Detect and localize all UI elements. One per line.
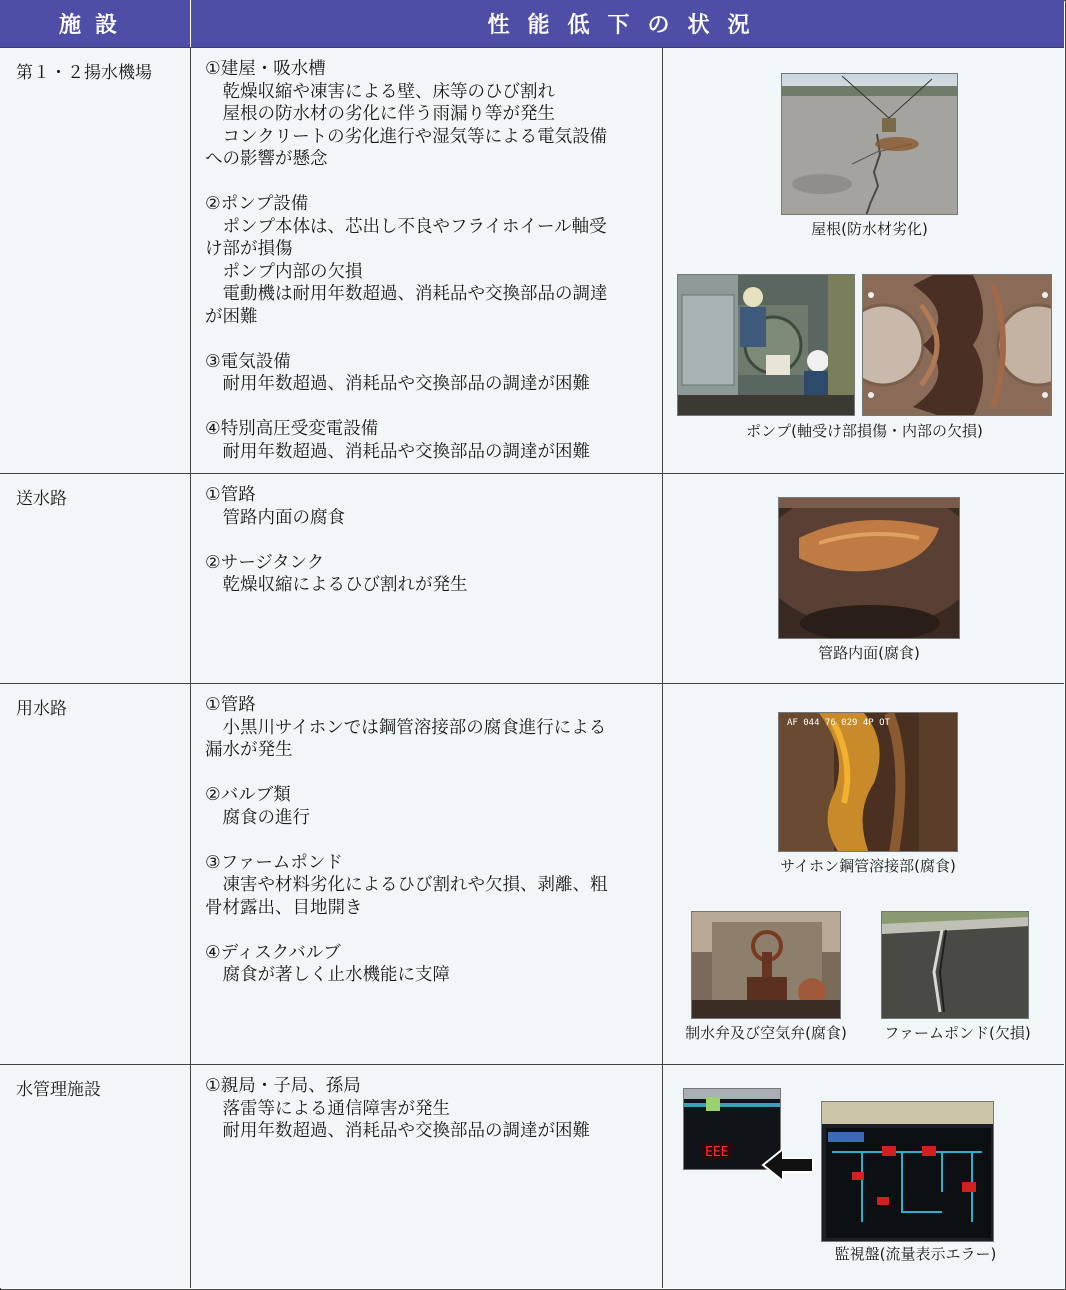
list-item: ②ポンプ設備 ポンプ本体は、芯出し不良やフライホイール軸受 け部が損傷 ポンプ内部の欠損 電動機は耐用年数超過、消耗品や交換部品の調達 が困難 bbox=[205, 194, 608, 327]
arrow-left-icon bbox=[761, 1145, 817, 1185]
photo-caption: ファームポンド(欠損) bbox=[884, 1024, 1031, 1042]
list-item: ③ファームポンド 凍害や材料劣化によるひび割れや欠損、剥離、粗 骨材露出、目地開き bbox=[205, 852, 608, 918]
photo-cell bbox=[663, 684, 1064, 1064]
display-readout: EEE bbox=[705, 1145, 729, 1160]
header-facility: 施設 bbox=[0, 0, 191, 47]
description-cell bbox=[191, 1065, 663, 1288]
overlay-text: AF 044 76 029 4P OT bbox=[787, 718, 890, 728]
list-item: ④特別高圧受変電設備 耐用年数超過、消耗品や交換部品の調達が困難 bbox=[205, 419, 590, 462]
table-row bbox=[0, 683, 1064, 1064]
siphon-weld-photo bbox=[778, 712, 958, 852]
farm-pond-photo bbox=[881, 911, 1029, 1019]
facility-cell: 第１・２揚水機場 bbox=[0, 48, 191, 473]
pump-interior-photo bbox=[862, 274, 1052, 416]
photo-caption: 屋根(防水材劣化) bbox=[811, 220, 928, 238]
table-row bbox=[0, 47, 1064, 473]
photo-caption: 制水弁及び空気弁(腐食) bbox=[685, 1024, 847, 1042]
list-item: ②バルブ類 腐食の進行 bbox=[205, 785, 310, 828]
table-row bbox=[0, 473, 1064, 683]
list-item: ③電気設備 耐用年数超過、消耗品や交換部品の調達が困難 bbox=[205, 351, 590, 394]
facility-cell: 水管理施設 bbox=[0, 1065, 191, 1288]
monitor-panel-photo bbox=[821, 1101, 994, 1242]
pump-photo bbox=[677, 274, 855, 416]
list-item: ①建屋・吸水槽 乾燥収縮や凍害による壁、床等のひび割れ 屋根の防水材の劣化に伴う雨漏り等が発生 コンクリートの劣化進行や湿気等による電気設備 への影響が懸念 bbox=[205, 59, 608, 169]
list-item: ①管路 管路内面の腐食 bbox=[205, 485, 345, 528]
photo-cell bbox=[663, 474, 1064, 683]
list-item: ②サージタンク 乾燥収縮によるひび割れが発生 bbox=[205, 552, 468, 595]
valve-photo bbox=[691, 911, 841, 1019]
list-item: ①管路 小黒川サイホンでは鋼管溶接部の腐食進行による 漏水が発生 bbox=[205, 695, 607, 760]
pipe-interior-photo bbox=[778, 497, 960, 639]
list-item: ④ディスクバルブ 腐食が著しく止水機能に支障 bbox=[205, 942, 450, 985]
photo-cell bbox=[663, 48, 1064, 473]
facility-cell: 用水路 bbox=[0, 684, 191, 1064]
description-cell bbox=[191, 48, 663, 473]
facility-cell: 送水路 bbox=[0, 474, 191, 683]
photo-cell bbox=[663, 1065, 1064, 1288]
description-cell bbox=[191, 474, 663, 683]
table-row bbox=[0, 1064, 1064, 1288]
photo-caption: 監視盤(流量表示エラー) bbox=[834, 1245, 997, 1263]
list-item: ①親局・子局、孫局 落雷等による通信障害が発生 耐用年数超過、消耗品や交換部品の調達が困難 bbox=[205, 1076, 590, 1141]
photo-caption: ポンプ(軸受け部損傷・内部の欠損) bbox=[746, 422, 983, 440]
photo-caption: サイホン鋼管溶接部(腐食) bbox=[780, 857, 956, 875]
description-cell bbox=[191, 684, 663, 1064]
header-status: 性能低下の状況 bbox=[191, 0, 1064, 47]
roof-photo bbox=[781, 73, 958, 215]
photo-caption: 管路内面(腐食) bbox=[818, 644, 920, 662]
